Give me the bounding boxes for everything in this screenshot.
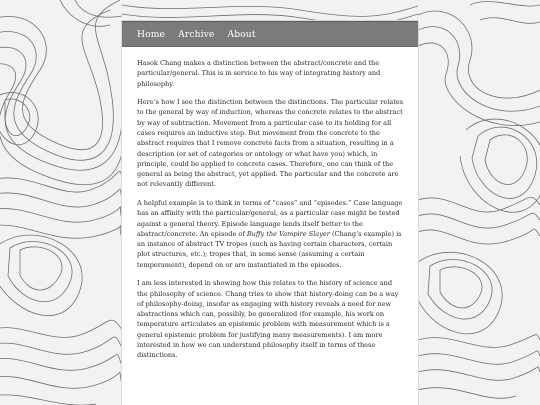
paragraph-2: Here’s how I see the distinction between the distinctions. The particular relates to the general by way of induction, whereas the concrete relates to the abstract by way of subtraction. Movement from a particular case to its holding for all cases requires an inductive step. But movement from the concrete to the abstract requires that I remove concrete facts from a situation, resulting in a description (or set of categories or ontology or what have you) which, in principle, could be applied to concrete cases. Therefore, one can think of the general as being the abstract, yet applied. The particular and the concrete are not relevantly different.: [137, 98, 404, 189]
paragraph-3-text-end: (Chang’s example) is an instance of abstract TV tropes (such as having certain characters, certain plot structures, etc.); tropes that, in some sense (assuming a certain temperament), depend on or are instantiated in the episodes.: [137, 229, 402, 269]
paragraph-3-text-start: A helpful example is to think in terms of “cases” and “episodes.” Case language has an affinity with the particular/general, as a particular case might be tested against a general theory. Episode language lends itself better to the abstract/concrete. An episode of: [137, 198, 403, 238]
nav-archive-link[interactable]: Archive: [178, 28, 215, 40]
paragraph-4: I am less interested in showing how this relates to the history of science and the philosophy of science. Chang tries to show that history-doing can be a way of philosophy-doing, insofar as engaging with history reveals a need for new abstractions which can, possibly, be generalized (for example, his work on temperature articulates an epistemic problem with measurement which is a general epistemic problem for justifying many measurements). I am more interested in how we can understand philosophy itself in terms of these distinctions.: [137, 279, 399, 360]
article-body: [122, 47, 418, 361]
nav-about-link[interactable]: About: [227, 28, 256, 40]
buffy-title-emphasis: Buffy the Vampire Slayer: [246, 229, 330, 238]
top-navigation: [122, 21, 418, 47]
paragraph-1: Hasok Chang makes a distinction between the abstract/concrete and the particular/general. This is in service to his way of integrating history and philosophy.: [137, 59, 381, 88]
content-page: [122, 21, 418, 405]
nav-home-link[interactable]: Home: [137, 28, 166, 40]
paragraph-3: [137, 198, 404, 270]
